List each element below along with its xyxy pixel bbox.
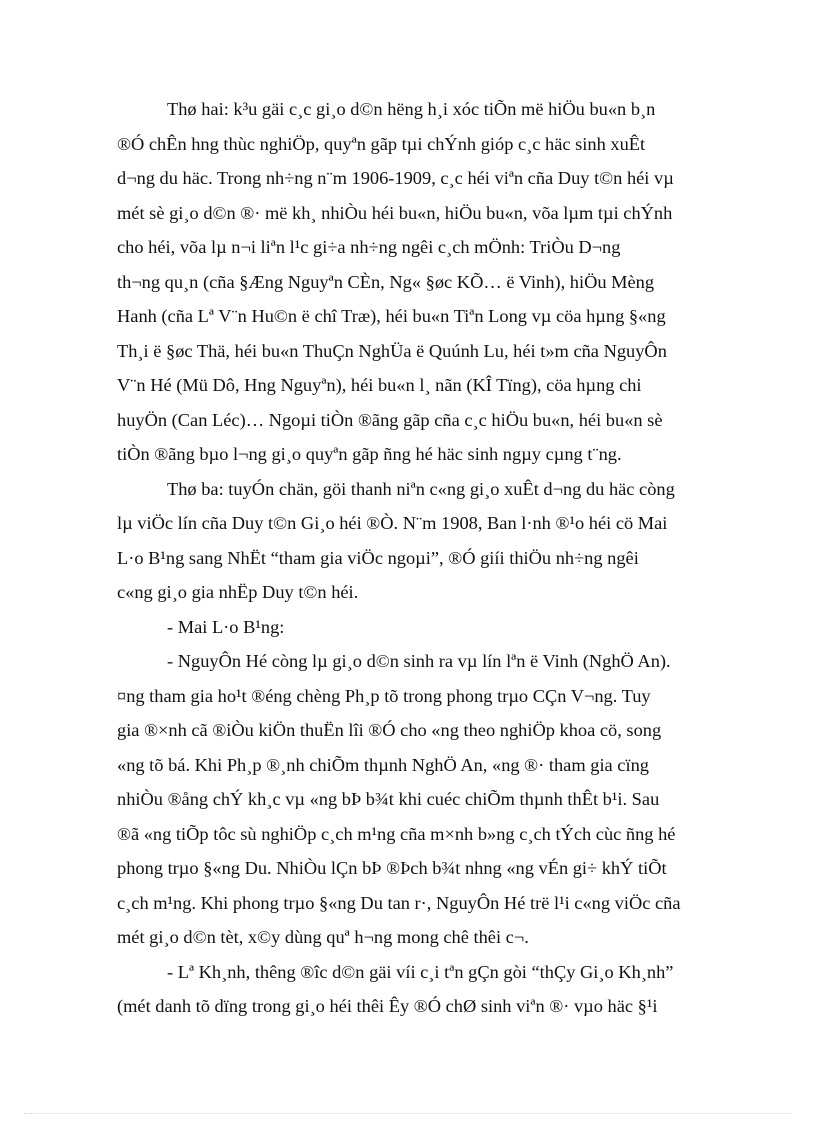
text-line: c¸ch m¹ng. Khi phong trµo §«ng Du tan r·, NguyÔn Hé trë l¹i c«ng viÖc cña — [117, 892, 681, 913]
text-line: gia ®×nh cã ®iÒu kiÖn thuËn lîi ®Ó cho «ng theo nghiÖp khoa cö, song — [117, 720, 662, 740]
text-line: «ng tõ bá. Khi Ph¸p ®¸nh chiÕm thµnh NghÖ An, «ng ®· tham gia cïng — [117, 754, 649, 775]
text-line: V¨n Hé (Mü Dô, Hng Nguyªn), héi bu«n l¸ nãn (KÎ Tïng), cöa hµng chi — [117, 375, 642, 395]
paragraph-4 — [117, 644, 700, 955]
text-line: (mét danh tõ dïng trong gi¸o héi thêi Êy ®Ó chØ sinh viªn ®· vµo häc §¹i — [117, 996, 658, 1016]
document-body — [117, 92, 700, 1024]
text-line: Thø hai: k³u gäi c¸c gi¸o d©n hëng h¸i xóc tiÕn më hiÖu bu«n b¸n — [167, 99, 656, 119]
text-line: tiÒn ®ãng bµo l¬ng gi¸o quyªn gãp ñng hé häc sinh ngµy cµng t¨ng. — [117, 444, 622, 464]
text-line: lµ viÖc lín cña Duy t©n Gi¸o héi ®Ò. N¨m 1908, Ban l·nh ®¹o héi cö Mai — [117, 513, 668, 533]
page-bottom-divider — [24, 1113, 792, 1114]
paragraph-5 — [117, 955, 700, 1024]
text-line: mét sè gi¸o d©n ®· më kh¸ nhiÒu héi bu«n, hiÖu bu«n, võa lµm tµi chÝnh — [117, 202, 673, 223]
text-line: ¤ng tham gia ho¹t ®éng chèng Ph¸p tõ trong phong trµo CÇn V¬ng. Tuy — [117, 685, 651, 706]
text-line: d¬ng du häc. Trong nh÷ng n¨m 1906-1909, c¸c héi viªn cña Duy t©n héi vµ — [117, 168, 674, 188]
text-line: mét gi¸o d©n tèt, x©y dùng quª h¬ng mong chê thêi c¬. — [117, 927, 529, 947]
text-line: - Lª Kh¸nh, thêng ®îc d©n gäi víi c¸i tªn gÇn gòi “thÇy Gi¸o Kh¸nh” — [167, 961, 674, 982]
text-line: Th¸i ë §øc Thä, héi bu«n ThuÇn NghÜa ë Quúnh Lu, héi t»m cña NguyÔn — [117, 340, 667, 361]
text-line: nhiÒu ®ång chÝ kh¸c vµ «ng bÞ b¾t khi cuéc chiÕm thµnh thÊt b¹i. Sau — [117, 789, 660, 809]
text-line: L·o B¹ng sang NhËt “tham gia viÖc ngoµi”, ®Ó giíi thiÖu nh÷ng ngêi — [117, 547, 639, 568]
paragraph-2 — [117, 472, 700, 610]
text-line: cho héi, võa lµ n¬i liªn l¹c gi÷a nh÷ng ngêi c¸ch mÖnh: TriÒu D¬ng — [117, 237, 621, 257]
text-line: ®Ó chÊn hng thùc nghiÖp, quyªn gãp tµi chÝnh gióp c¸c häc sinh xuÊt — [117, 133, 646, 154]
paragraph-3 — [117, 610, 700, 645]
text-line: - Mai L·o B¹ng: — [167, 616, 285, 637]
text-line: - NguyÔn Hé còng lµ gi¸o d©n sinh ra vµ lín lªn ë Vinh (NghÖ An). — [167, 651, 671, 671]
text-line: ®ã «ng tiÕp tôc sù nghiÖp c¸ch m¹ng cña m×nh b»ng c¸ch tÝch cùc ñng hé — [117, 823, 676, 844]
text-line: th¬ng qu¸n (cña §Æng Nguyªn CÈn, Ng« §øc KÕ… ë Vinh), hiÖu Mèng — [117, 271, 655, 292]
text-line: c«ng gi¸o gia nhËp Duy t©n héi. — [117, 582, 359, 602]
paragraph-1 — [117, 92, 700, 472]
text-line: phong trµo §«ng Du. NhiÒu lÇn bÞ ®Þch b¾t nhng «ng vÉn gi÷ khÝ tiÕt — [117, 858, 667, 878]
text-line: huyÖn (Can Léc)… Ngoµi tiÒn ®ãng gãp cña c¸c hiÖu bu«n, héi bu«n sè — [117, 409, 663, 430]
text-line: Thø ba: tuyÓn chän, göi thanh niªn c«ng gi¸o xuÊt d¬ng du häc còng — [167, 478, 675, 499]
text-line: Hanh (cña Lª V¨n Hu©n ë chî Træ), héi bu«n Tiªn Long vµ cöa hµng §«ng — [117, 306, 666, 326]
